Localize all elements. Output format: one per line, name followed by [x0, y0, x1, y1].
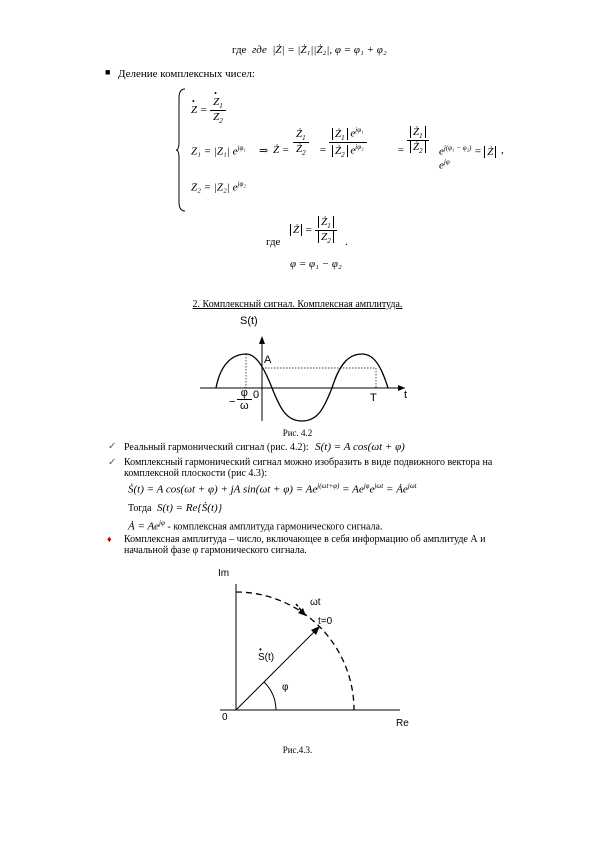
- where-label: где: [266, 236, 281, 248]
- sub2: 2: [219, 117, 223, 126]
- left-brace: [175, 88, 187, 213]
- complex-signal-equation: [128, 482, 417, 496]
- implies-arrow: ⇒: [259, 145, 269, 157]
- complex-eq-exp3: jωt: [374, 482, 384, 490]
- result-lhs: Ż =: [273, 144, 290, 156]
- eq3-exp: jφ₂: [237, 180, 246, 188]
- modulus-product-formula: |Ż| = |Ż₁||Ż₂|, φ = φ₁ + φ₂: [272, 44, 387, 56]
- frac-b: $\frac{Ż_1 e^{j\varphi_1}}{Ż_2 e^{j\varphi_2}}$: [329, 126, 367, 159]
- fig43-phi-label: φ: [282, 682, 289, 693]
- sub1: 1: [219, 102, 223, 111]
- complex-eq-exp4: jωt: [407, 482, 417, 490]
- mod-ratio: Ż = $\frac{Ż_1}{Z_2}$: [290, 216, 337, 245]
- definition-item: [107, 534, 510, 556]
- amp-formula: Ȧ = Ae: [128, 520, 160, 533]
- fig42-a-label: A: [264, 354, 272, 366]
- phi-angle-arc: [264, 682, 276, 710]
- exp-diff: $e^{j(\varphi_1 - \varphi_2)}$ = Ż $e^{j\varphi}$: [439, 144, 505, 171]
- fig42-t-label: t: [404, 389, 408, 401]
- fig42-sine-plot: [200, 316, 420, 426]
- section-title: 2. Комплексный сигнал. Комплексная амплитуда.: [192, 299, 403, 310]
- trailing-comma: ,: [501, 144, 504, 156]
- fig42-phase: [237, 387, 252, 412]
- complex-eq-part1: Ṡ(t) = A cos(ωt + φ) + jA sin(ωt + φ) = Ae: [128, 483, 318, 496]
- s-of-t-label: • S(t): [258, 652, 274, 663]
- togda-line: [128, 502, 222, 514]
- exp-diff-sup: j(φ₁ − φ₂): [443, 144, 472, 152]
- eq3-text: Z₂ = |Z₂| e: [191, 181, 238, 194]
- phi-numerator: φ: [237, 387, 252, 400]
- exp-phi-sup: jφ: [443, 157, 450, 166]
- frac-b-exp1: jφ₁: [355, 126, 364, 134]
- frac-c: $\frac{Ż_1}{Ż_2}$: [407, 126, 429, 155]
- eq2-text: Z₁ = |Z₁| e: [191, 145, 238, 158]
- item-complex-signal-text: Комплексный гармонический сигнал можно изобразить в виде подвижного вектора на комплексной плоскости (рис 4.3):: [124, 457, 493, 479]
- division-system: • Z = • $\frac{Z_1}{Z_2}$ Z₁ = |Z₁| $e^{j\varphi_1}$ Z₂ = |Z₂| $e^{j\varphi_2}$ ⇒ Ż = $\frac{Ż_1}{Ż_2}$ = $\frac{Ż_1 e^{j\varphi_1}}{Ż_2 e^{j\varphi_2}}$ = $\frac{Ż_1}{Ż_2}$ $e^{j(\varphi_1 - \varphi_2)}$ = Ż $e^{j\varphi}$ ,: [175, 88, 505, 213]
- amp-text: - комплексная амплитуда гармонического сигнала.: [164, 521, 383, 533]
- fig42-minus: −: [229, 396, 236, 408]
- fig42-caption: Рис. 4.2: [282, 428, 313, 438]
- complex-eq-exp1: j(ωt+φ): [317, 482, 340, 490]
- fig43-origin: 0: [222, 712, 228, 723]
- wt-label: ωt: [310, 597, 321, 608]
- item-complex-signal: [110, 457, 510, 479]
- complex-eq-end: = Ȧe: [383, 483, 408, 496]
- real-signal-formula: S(t) = A cos(ωt + φ): [315, 441, 405, 453]
- fig43-complex-plane: [200, 570, 430, 740]
- top-formula-line: [232, 44, 387, 56]
- fig42-T-label: T: [370, 392, 377, 404]
- z2-symbol: Z: [213, 111, 220, 124]
- division-label: Деление комплексных чисел:: [118, 68, 255, 80]
- frac-a: $\frac{Ż_1}{Ż_2}$: [293, 128, 309, 157]
- eq1-fraction: [210, 96, 226, 125]
- where-word: где: [232, 44, 247, 56]
- omega-denominator: ω: [240, 400, 249, 412]
- diamond-bullet-icon: ♦: [107, 534, 112, 544]
- fig43-caption: Рис.4.3.: [282, 745, 313, 755]
- phi-difference: φ = φ₁ − φ₂: [290, 258, 342, 270]
- eq2-exp: jφ₁: [237, 144, 246, 152]
- eq2: [191, 144, 246, 158]
- square-bullet-icon: ■: [105, 67, 111, 77]
- amp-exp: jφ: [159, 519, 165, 527]
- togda-word: Тогда: [128, 503, 152, 514]
- phasor-vector: [236, 628, 318, 710]
- definition-text: Комплексная амплитуда – число, включающее в себя информацию об амплитуде А и начальной фазе φ гармонического сигнала.: [124, 534, 486, 556]
- fig42-origin: 0: [253, 389, 260, 401]
- eq1: • Z = • $\frac{Z_1}{Z_2}$: [191, 96, 226, 125]
- z-symbol: • Z: [191, 104, 197, 116]
- complex-eq-e: e: [369, 483, 375, 496]
- division-bullet: [105, 67, 255, 80]
- re-label: Re: [396, 718, 409, 729]
- complex-eq-mid: = Ae: [339, 483, 364, 496]
- im-label: Im: [218, 568, 230, 579]
- t0-label: t=0: [318, 616, 333, 627]
- complex-eq-exp2: jφ: [363, 482, 370, 490]
- check-bullet-icon: ✓: [108, 441, 117, 452]
- frac-b-exp2: jφ₂: [355, 142, 364, 151]
- check-bullet-icon: ✓: [108, 457, 117, 468]
- phasor-label: [258, 652, 274, 663]
- item-real-signal: [110, 441, 405, 453]
- fig42-y-label: S(t): [240, 315, 258, 327]
- amplitude-line: [128, 519, 382, 532]
- z1-symbol: • Z: [213, 96, 219, 108]
- togda-formula: S(t) = Re{Ṡ(t)}: [157, 502, 223, 514]
- where-word-italic: где: [251, 44, 267, 56]
- eq3: [191, 180, 246, 194]
- where-period: .: [345, 236, 348, 248]
- s-axis-arrow-icon: [259, 336, 265, 344]
- item-real-signal-text: Реальный гармонический сигнал (рис. 4.2):: [124, 442, 309, 453]
